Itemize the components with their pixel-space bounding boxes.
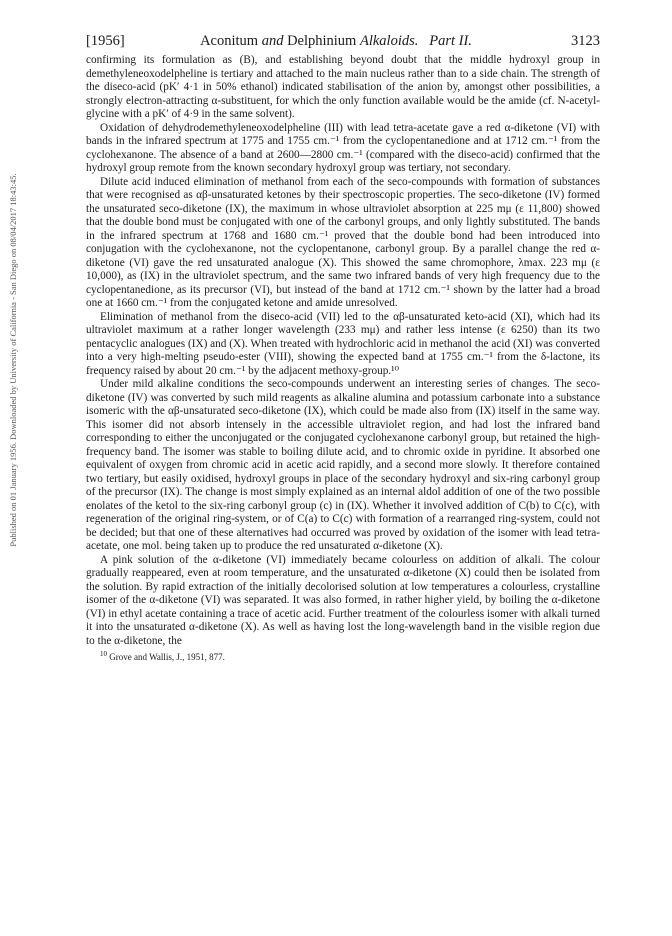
article-body xyxy=(86,54,600,648)
header-title-part: Part II. xyxy=(429,33,472,49)
header-title xyxy=(146,33,526,50)
header-title-alkaloids: Alkaloids. xyxy=(359,33,419,49)
page-number: 3123 xyxy=(571,33,600,49)
paragraph-2: Oxidation of dehydrodemethyleneoxodelpheline (III) with lead tetra-acetate gave a red α-diketone (VI) with bands in the infrared spectrum at 1775 and 1755 cm.⁻¹ from the cyclopentanedione and at 1712 cm.⁻¹ from the cyclohexanone. The absence of a band at 2600—2800 cm.⁻¹ (compared with the diseco-acid) confirmed that the hydroxyl group remote from the known secondary hydroxyl group was tertiary, not secondary. xyxy=(86,121,600,174)
running-header xyxy=(86,33,600,51)
header-title-aconitum: Aconitum xyxy=(200,33,259,49)
footnote-text: Grove and Wallis, J., 1951, 877. xyxy=(109,652,225,662)
download-watermark-text: Published on 01 January 1956. Downloaded by University of California - San Diego on 08/04/2017 18:43:45. xyxy=(8,173,18,547)
paper-page xyxy=(86,33,600,663)
header-title-and: and xyxy=(261,33,284,49)
download-watermark xyxy=(4,120,22,600)
paragraph-6: A pink solution of the α-diketone (VI) immediately became colourless on addition of alkali. The colour gradually reappeared, even at room temperature, and the unsaturated α-diketone (X) could then be isolated from the solution. By rapid extraction of the initially decolorised solution at low temperatures a colourless, crystalline isomer of the α-diketone (VI) was separated. It was also formed, in rather higher yield, by boiling the α-diketone (VI) in ethyl acetate containing a trace of acetic acid. Further treatment of the colourless isomer with alkali turned it into the unsaturated α-diketone (X). As well as having lost the long-wavelength band in the visible region due to the α-diketone, the xyxy=(86,553,600,647)
header-title-delphinium: Delphinium xyxy=(287,33,357,49)
footnote xyxy=(86,649,600,663)
paragraph-1: confirming its formulation as (B), and establishing beyond doubt that the middle hydroxyl group in demethyleneoxodelpheline is tertiary and attached to the main nucleus rather than to a side chain. The strength of the diseco-acid (pK′ 4·1 in 50% ethanol) indicated stabilisation of the anion by, amongst other possibilities, a strongly electron-attracting α-substituent, for which the only function available would be the amide (cf. N-acetyl-glycine with a pK′ of 4·9 in the same solvent). xyxy=(86,54,600,120)
paragraph-3: Dilute acid induced elimination of methanol from each of the seco-compounds with formation of substances that were recognised as αβ-unsaturated ketones by their spectroscopic properties. The seco-diketone (IV) formed the unsaturated seco-diketone (IX), the maximum in whose ultraviolet absorption at 225 mμ (ε 11,800) showed that the double bond must be conjugated with one of the carbonyl groups, and only lightly substituted. The bands in the infrared spectrum at 1768 and 1680 cm.⁻¹ proved that the double bond had been introduced into conjugation with the cyclohexanone, not the cyclopentanone, carbonyl group. By a parallel change the red α-diketone (VI) gave the red unsaturated analogue (X). This showed the same chromophore, λmax. 223 mμ (ε 10,000), as (IX) in the ultraviolet spectrum, and the same two infrared bands of very high frequency due to the cyclopentanedione, as its precursor (VI), but instead of the band at 1712 cm.⁻¹ shown by the latter had a broad one at 1660 cm.⁻¹ from the conjugated ketone and amide unresolved. xyxy=(86,175,600,309)
paragraph-5: Under mild alkaline conditions the seco-compounds underwent an interesting series of changes. The seco-diketone (IV) was converted by such mild reagents as alkaline alumina and potassium carbonate into a substance isomeric with the αβ-unsaturated seco-diketone (IX), which could be made also from (IX) itself in the same way. This isomer did not absorb intensely in the accessible ultraviolet region, and had lost the infrared band corresponding to either the unconjugated or the conjugated cyclohexanone carbonyl group, but retained the high-frequency band. The isomer was stable to boiling dilute acid, and to chromic oxide in pyridine. It absorbed one equivalent of oxygen from chromic acid in acetic acid rapidly, and a second more slowly. It therefore contained two tertiary, but easily oxidised, hydroxyl groups in place of the secondary hydroxyl and six-ring carbonyl group of the precursor (IX). The change is most simply explained as an internal aldol addition of one of the two possible enolates of the ketol to the six-ring carbonyl group (c) in (IX). Whether it involved addition of C(b) to C(c), with regeneration of the original ring-system, or of C(a) to C(c) with formation of a rearranged ring-system, could not be decided; but that one of these alternatives had occurred was proved by oxidation of the isomer with lead tetra-acetate, one mol. being taken up to produce the red unsaturated α-diketone (X). xyxy=(86,378,600,552)
paragraph-4: Elimination of methanol from the diseco-acid (VII) led to the αβ-unsaturated keto-acid (XI), which had its ultraviolet maximum at a rather longer wavelength (233 mμ) and rather less intense (ε 6250) than its two pentacyclic analogues (IX) and (X). When treated with hydrochloric acid in methanol the acid (XI) was converted into a very high-melting pseudo-ester (VIII), showing the expected band at 1755 cm.⁻¹ from the δ-lactone, its frequency raised by about 20 cm.⁻¹ by the adjacent methoxy-group.¹⁰ xyxy=(86,310,600,377)
header-year: [1956] xyxy=(86,33,125,49)
footnote-mark: 10 xyxy=(100,650,107,658)
